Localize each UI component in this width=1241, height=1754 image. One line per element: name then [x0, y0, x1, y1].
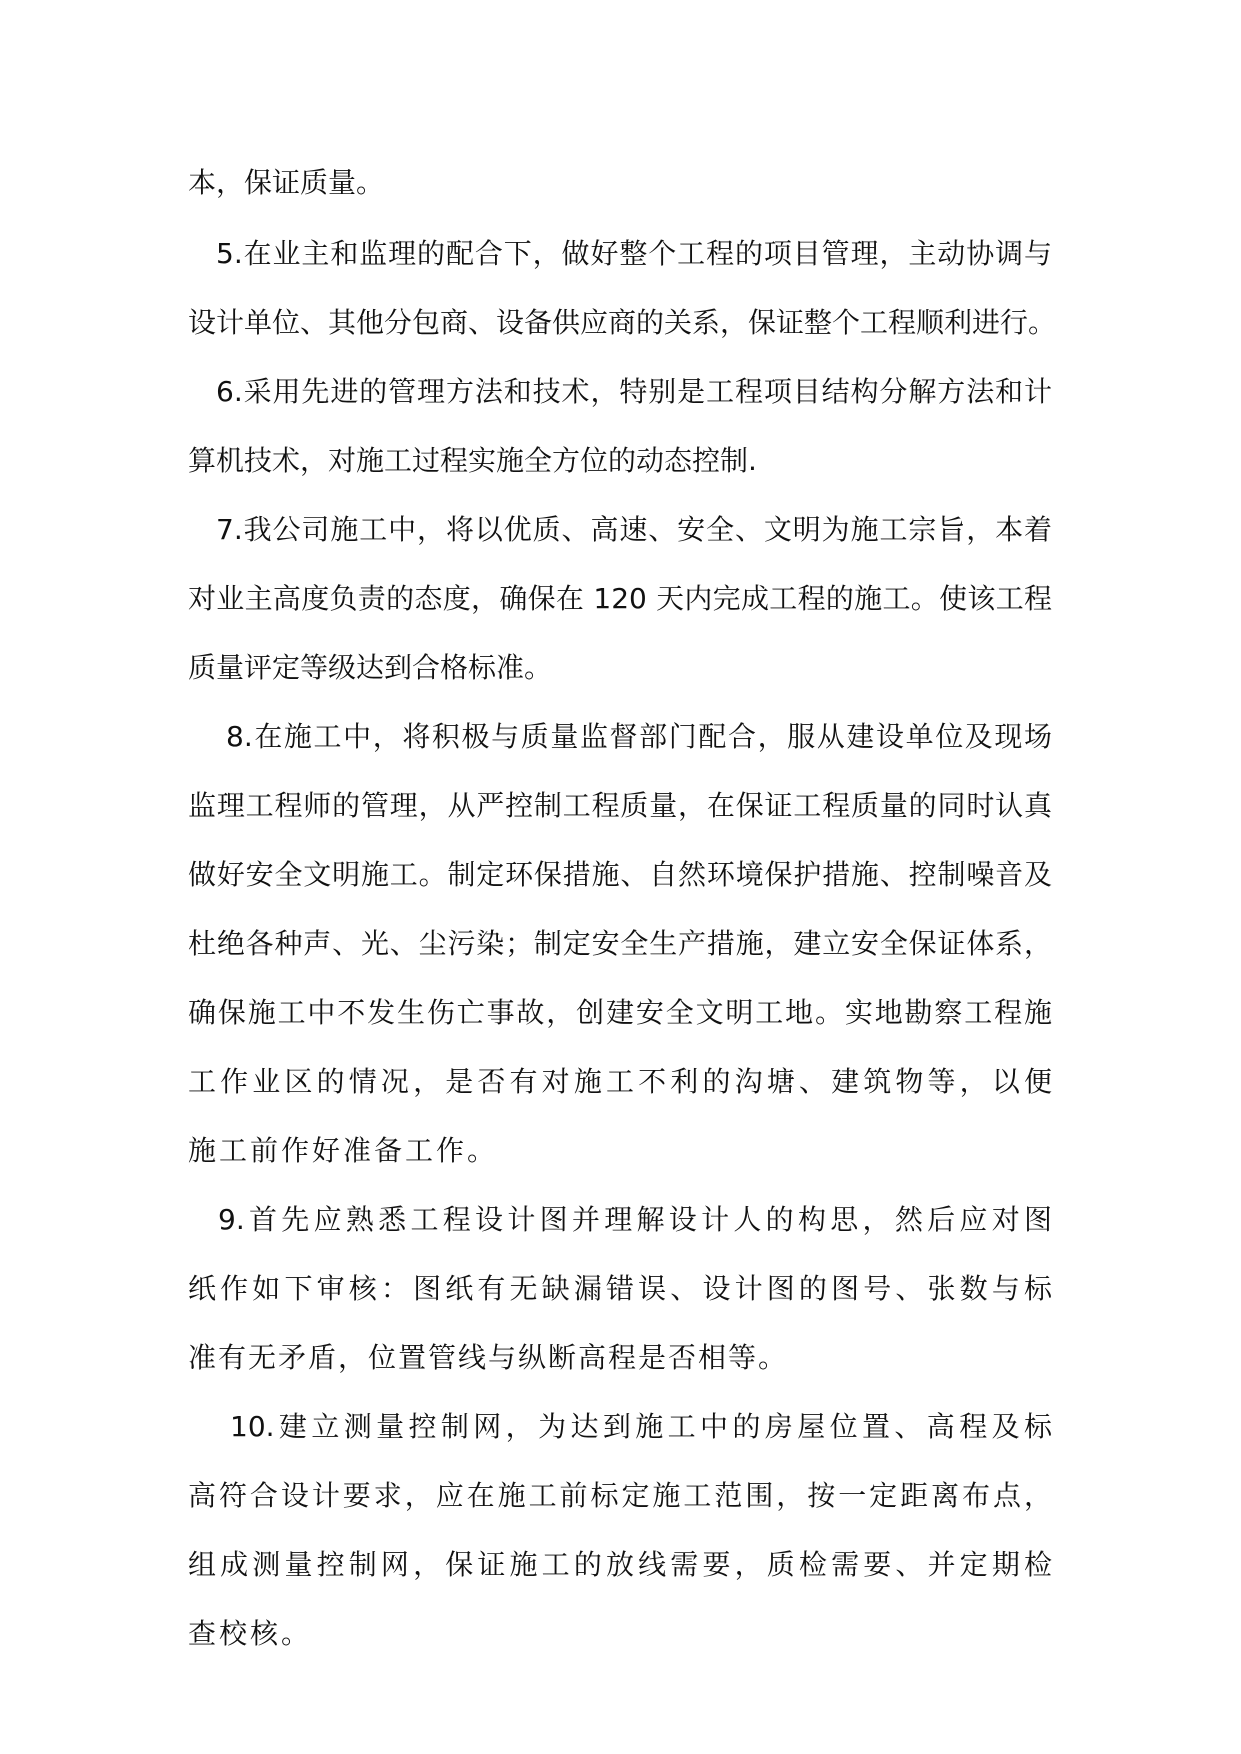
text-line: 8.在施工中，将积极与质量监督部门配合，服从建设单位及现场: [226, 720, 1052, 753]
text-line: 监理工程师的管理，从严控制工程质量，在保证工程质量的同时认真: [188, 789, 1052, 822]
text-line: 7.我公司施工中，将以优质、高速、安全、文明为施工宗旨，本着: [216, 513, 1052, 546]
text-line: 做好安全文明施工。制定环保措施、自然环境保护措施、控制噪音及: [188, 858, 1052, 891]
text-line: 工作业区的情况，是否有对施工不利的沟塘、建筑物等，以便: [188, 1065, 1052, 1098]
text-line: 施工前作好准备工作。: [188, 1134, 499, 1167]
text-line: 纸作如下审核：图纸有无缺漏错误、设计图的图号、张数与标: [188, 1272, 1052, 1305]
text-line: 9.首先应熟悉工程设计图并理解设计人的构思，然后应对图: [218, 1203, 1052, 1236]
text-line: 准有无矛盾，位置管线与纵断高程是否相等。: [188, 1341, 789, 1374]
text-line: 对业主高度负责的态度，确保在 120 天内完成工程的施工。使该工程: [188, 582, 1052, 615]
text-line: 本，保证质量。: [188, 166, 385, 199]
text-line: 算机技术，对施工过程实施全方位的动态控制.: [188, 444, 757, 477]
text-line: 组成测量控制网，保证施工的放线需要，质检需要、并定期检: [188, 1548, 1052, 1581]
text-line: 设计单位、其他分包商、设备供应商的关系，保证整个工程顺利进行。: [188, 306, 1057, 339]
text-line: 高符合设计要求，应在施工前标定施工范围，按一定距离布点，: [188, 1479, 1052, 1512]
text-line: 质量评定等级达到合格标准。: [188, 651, 553, 684]
text-line: 查校核。: [188, 1617, 313, 1650]
text-line: 杜绝各种声、光、尘污染；制定安全生产措施，建立安全保证体系，: [188, 927, 1052, 960]
text-line: 5.在业主和监理的配合下，做好整个工程的项目管理，主动协调与: [216, 237, 1052, 270]
text-line: 确保施工中不发生伤亡事故，创建安全文明工地。实地勘察工程施: [188, 996, 1052, 1029]
text-line: 6.采用先进的管理方法和技术，特别是工程项目结构分解方法和计: [216, 375, 1052, 408]
text-line: 10.建立测量控制网，为达到施工中的房屋位置、高程及标: [230, 1410, 1052, 1443]
